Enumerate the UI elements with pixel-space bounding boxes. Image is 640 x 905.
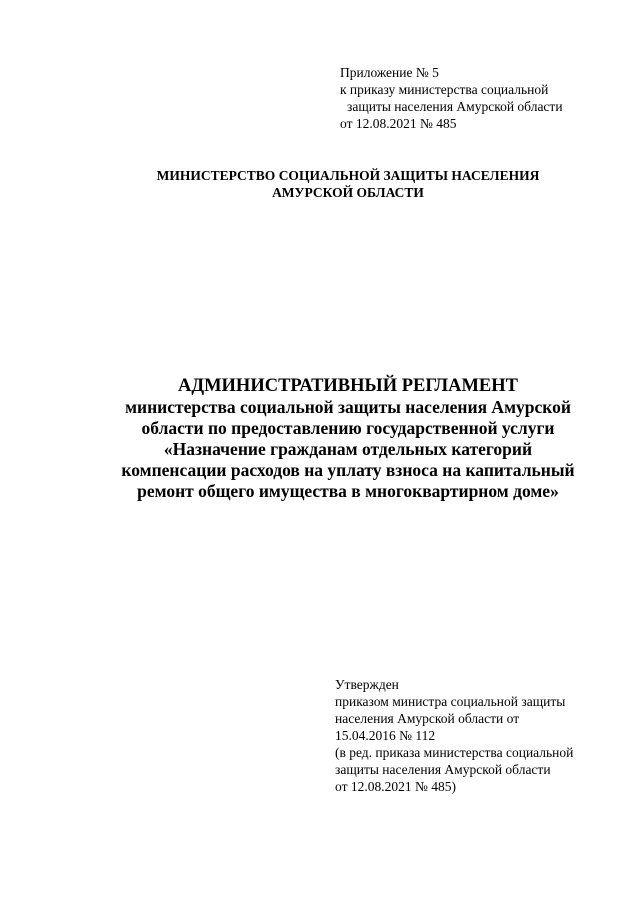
regulation-title-line-3: «Назначение гражданам отдельных категорий (163, 439, 533, 459)
regulation-title (0, 375, 640, 502)
ministry-name-line-2: АМУРСКОЙ ОБЛАСТИ (272, 185, 424, 200)
appendix-date: от 12.08.2021 № 485 (340, 116, 457, 131)
approval-amendment-line-1: (в ред. приказа министерства социальной (335, 745, 574, 760)
ministry-header (0, 167, 640, 201)
appendix-reference (340, 64, 563, 132)
appendix-order-line: к приказу министерства социальной (340, 82, 549, 97)
approval-amendment-line-3: от 12.08.2021 № 485) (335, 779, 456, 794)
appendix-ministry-line: защиты населения Амурской области (347, 99, 563, 114)
appendix-number: Приложение № 5 (340, 65, 439, 80)
regulation-title-line-2: области по предоставлению государственной услуги (141, 418, 555, 438)
regulation-title-line-1: министерства социальной защиты населения Амурской (125, 397, 571, 417)
regulation-title-line-5: ремонт общего имущества в многоквартирном доме» (137, 481, 559, 501)
ministry-name-line-1: МИНИСТЕРСТВО СОЦИАЛЬНОЙ ЗАЩИТЫ НАСЕЛЕНИЯ (156, 168, 540, 183)
approval-block (335, 676, 573, 795)
approval-line-2: населения Амурской области от (335, 711, 520, 726)
regulation-title-line-4: компенсации расходов на уплату взноса на капитальный (121, 460, 575, 480)
approval-amendment-line-2: защиты населения Амурской области (335, 762, 551, 777)
approval-line-1: приказом министра социальной защиты (335, 694, 566, 709)
approval-label: Утвержден (335, 677, 399, 692)
regulation-heading: АДМИНИСТРАТИВНЫЙ РЕГЛАМЕНТ (177, 376, 519, 396)
approval-date: 15.04.2016 № 112 (335, 728, 436, 743)
